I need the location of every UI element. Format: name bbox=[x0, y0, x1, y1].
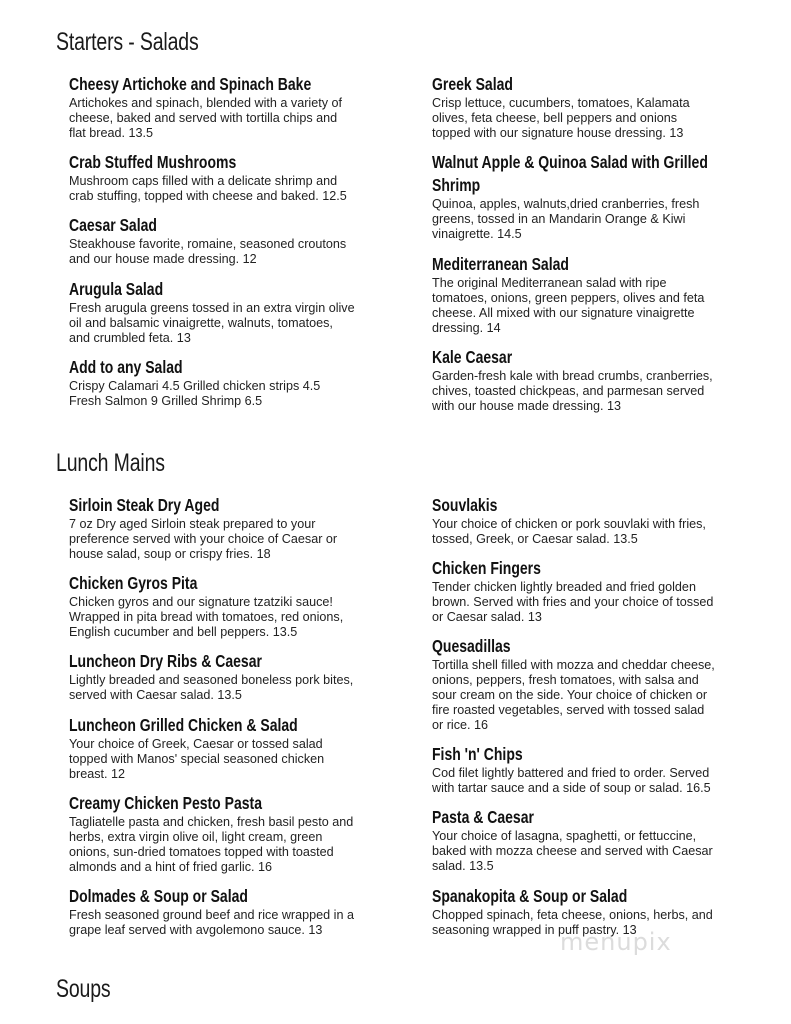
menu-item-dolmades bbox=[69, 885, 369, 938]
item-name: Walnut Apple & Quinoa Salad with Grilled Shrimp bbox=[432, 152, 708, 195]
item-description: Chopped spinach, feta cheese, onions, herbs, and seasoning wrapped in puff pastry. 13 bbox=[432, 908, 713, 937]
item-description: Tagliatelle pasta and chicken, fresh basil pesto and herbs, extra virgin olive oil, light cream, green onions, sun-dried tomatoes topped with toasted almonds and a hint of fried garlic. 16 bbox=[69, 815, 354, 874]
item-name: Fish 'n' Chips bbox=[432, 744, 523, 764]
item-description: Mushroom caps filled with a delicate shrimp and crab stuffing, topped with cheese and baked. 12.5 bbox=[69, 174, 347, 203]
menu-item-cheesy-artichoke bbox=[69, 73, 369, 141]
menu-item-souvlakis bbox=[432, 494, 732, 547]
item-name: Dolmades & Soup or Salad bbox=[69, 886, 248, 906]
menu-item-sirloin-steak bbox=[69, 494, 369, 562]
item-name: Chicken Gyros Pita bbox=[69, 573, 198, 593]
menu-item-arugula-salad bbox=[69, 278, 369, 346]
item-description: Fresh arugula greens tossed in an extra virgin olive oil and balsamic vinaigrette, walnuts, tomatoes, and crumbled feta. 13 bbox=[69, 301, 355, 345]
item-description: Steakhouse favorite, romaine, seasoned croutons and our house made dressing. 12 bbox=[69, 237, 347, 266]
menu-item-chicken-fingers bbox=[432, 557, 732, 625]
menu-item-luncheon-grilled-chicken bbox=[69, 714, 369, 782]
menu-item-spanakopita bbox=[432, 885, 732, 938]
item-name: Add to any Salad bbox=[69, 357, 183, 377]
item-name: Crab Stuffed Mushrooms bbox=[69, 152, 237, 172]
item-description: Your choice of lasagna, spaghetti, or fettuccine, baked with mozza cheese and served with Caesar salad. 13.5 bbox=[432, 829, 713, 873]
section-title-soups: Soups bbox=[56, 975, 111, 1003]
item-name: Spanakopita & Soup or Salad bbox=[432, 886, 628, 906]
item-name: Mediterranean Salad bbox=[432, 254, 569, 274]
item-name: Luncheon Dry Ribs & Caesar bbox=[69, 651, 262, 671]
item-description: Your choice of Greek, Caesar or tossed salad topped with Manos' special seasoned chicken breast. 12 bbox=[69, 737, 325, 781]
menu-item-kale-caesar bbox=[432, 346, 732, 414]
item-name: Pasta & Caesar bbox=[432, 807, 534, 827]
menu-item-caesar-salad bbox=[69, 214, 369, 267]
item-description: Garden-fresh kale with bread crumbs, cranberries, chives, toasted chickpeas, and parmesan served with our house made dressing. 13 bbox=[432, 369, 713, 413]
menu-item-walnut-apple-quinoa bbox=[432, 151, 732, 242]
item-description: Tender chicken lightly breaded and fried golden brown. Served with fries and your choice of tossed or Caesar salad. 13 bbox=[432, 580, 714, 624]
item-name: Arugula Salad bbox=[69, 279, 164, 299]
menu-item-luncheon-dry-ribs bbox=[69, 650, 369, 703]
item-description: Fresh seasoned ground beef and rice wrapped in a grape leaf served with avgolemono sauce. 13 bbox=[69, 908, 354, 937]
item-description: Your choice of chicken or pork souvlaki with fries, tossed, Greek, or Caesar salad. 13.5 bbox=[432, 517, 706, 546]
item-name: Cheesy Artichoke and Spinach Bake bbox=[69, 74, 312, 94]
menu-item-creamy-chicken-pesto bbox=[69, 792, 369, 875]
item-description: The original Mediterranean salad with ripe tomatoes, onions, green peppers, olives and feta cheese. All mixed with our signature vinaigrette dressing. 14 bbox=[432, 276, 705, 335]
item-description: Crispy Calamari 4.5 Grilled chicken strips 4.5 Fresh Salmon 9 Grilled Shrimp 6.5 bbox=[69, 379, 321, 408]
menu-item-greek-salad bbox=[432, 73, 732, 141]
item-name: Souvlakis bbox=[432, 495, 498, 515]
item-description: Chicken gyros and our signature tzatziki sauce! Wrapped in pita bread with tomatoes, red onions, English cucumber and bell peppers. 13.5 bbox=[69, 595, 344, 639]
menu-item-mediterranean-salad bbox=[432, 253, 732, 336]
menu-item-fish-n-chips bbox=[432, 743, 732, 796]
menu-item-quesadillas bbox=[432, 635, 732, 733]
section-title-starters-salads: Starters - Salads bbox=[56, 28, 199, 56]
item-name: Sirloin Steak Dry Aged bbox=[69, 495, 220, 515]
menu-item-add-to-any-salad bbox=[69, 356, 369, 409]
item-name: Greek Salad bbox=[432, 74, 513, 94]
item-name: Chicken Fingers bbox=[432, 558, 541, 578]
watermark-logo: menupix bbox=[560, 928, 672, 956]
item-name: Creamy Chicken Pesto Pasta bbox=[69, 793, 262, 813]
menu-item-crab-stuffed-mushrooms bbox=[69, 151, 369, 204]
menu-item-pasta-caesar bbox=[432, 806, 732, 874]
section-title-lunch-mains: Lunch Mains bbox=[56, 449, 165, 477]
item-description: Tortilla shell filled with mozza and cheddar cheese, onions, peppers, fresh tomatoes, with salsa and sour cream on the side. Your choice of chicken or fire roasted vegetables, served with tossed salad or rice. 16 bbox=[432, 658, 715, 732]
item-description: Crisp lettuce, cucumbers, tomatoes, Kalamata olives, feta cheese, bell peppers and onions topped with our signature house dressing. 13 bbox=[432, 96, 690, 140]
item-description: Cod filet lightly battered and fried to order. Served with tartar sauce and a side of soup or salad. 16.5 bbox=[432, 766, 711, 795]
item-description: Lightly breaded and seasoned boneless pork bites, served with Caesar salad. 13.5 bbox=[69, 673, 354, 702]
item-description: 7 oz Dry aged Sirloin steak prepared to your preference served with your choice of Caesar or house salad, soup or crispy fries. 18 bbox=[69, 517, 338, 561]
item-name: Quesadillas bbox=[432, 636, 511, 656]
item-name: Luncheon Grilled Chicken & Salad bbox=[69, 715, 298, 735]
item-description: Artichokes and spinach, blended with a variety of cheese, baked and served with tortilla chips and flat bread. 13.5 bbox=[69, 96, 343, 140]
item-name: Caesar Salad bbox=[69, 215, 157, 235]
item-name: Kale Caesar bbox=[432, 347, 513, 367]
menu-item-chicken-gyros-pita bbox=[69, 572, 369, 640]
item-description: Quinoa, apples, walnuts,dried cranberries, fresh greens, tossed in an Mandarin Orange & Kiwi vinaigrette. 14.5 bbox=[432, 197, 700, 241]
